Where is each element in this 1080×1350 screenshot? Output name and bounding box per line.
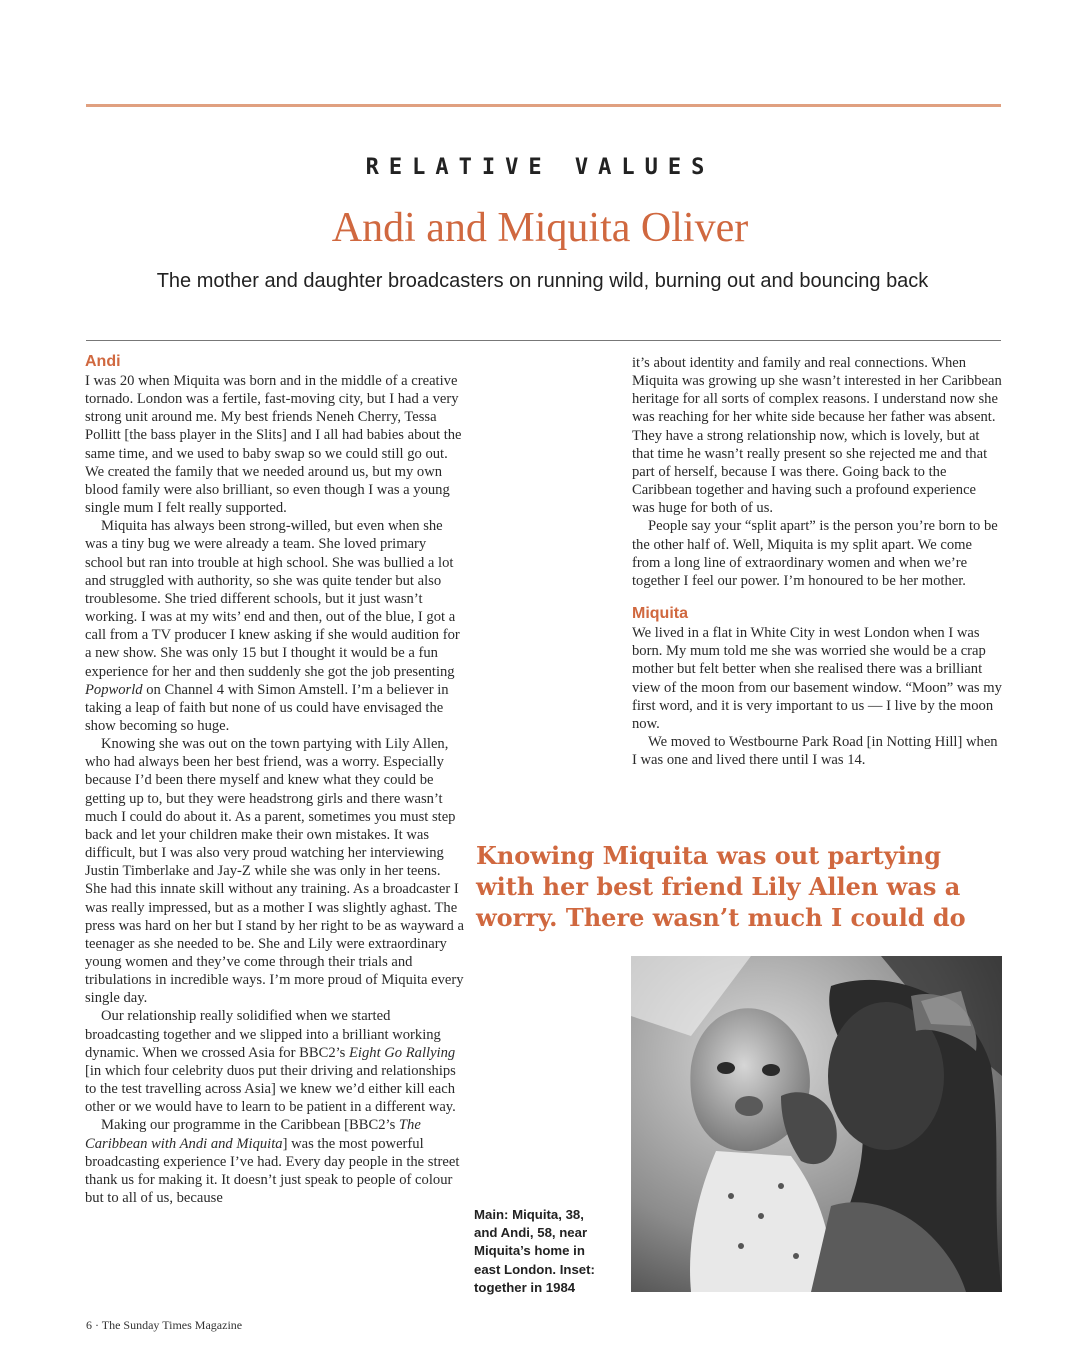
speaker-heading-andi: Andi	[85, 353, 121, 370]
andi-paragraph-4-text-a: Our relationship really solidified when we started broadcasting together and we slipped into a brilliant working dynamic. When we crossed Asia for BBC2’s	[85, 1008, 441, 1061]
header-divider	[86, 340, 1001, 341]
andi-paragraph-2-text-a: Miquita has always been strong-willed, but even when she was a tiny bug we were already a team. She loved primary school but ran into trouble at high school. She was bullied a lot and struggled with authority, so she was quite tender but also troublesome. She tried different schools, but it just wasn’t working. I was at my wits’ end and then, out of the blue, I got a call from a TV producer I knew asking if she would audition for a new show. She was only 15 but I thought it would be a fun experience for her and then suddenly she got the job presenting	[85, 518, 460, 680]
show-title-caribbean: The Caribbean with Andi and Miquita	[85, 1117, 421, 1152]
andi-paragraph-7: People say your “split apart” is the person you’re born to be the other half of. Well, Miquita is my split apart. We come from a long line of extraordinary women and when we’re together I feel our power. I’m honoured to be her mother.	[632, 518, 998, 589]
top-rule	[86, 104, 1001, 107]
body-column-right	[632, 354, 1002, 769]
andi-paragraph-4-text-b: [in which four celebrity duos put their driving and relationships to the test travelling across Asia] we knew we’d either kill each other or we would have to learn to be patient in a different way.	[85, 1062, 456, 1116]
andi-paragraph-3: Knowing she was out on the town partying with Lily Allen, who had always been her best friend, was a worry. Especially because I’d been there myself and knew what they could be getting up to, but they were headstrong girls and there wasn’t much I could do about it. As a parent, sometimes you must step back and let your children make their own mistakes. It was difficult, but I was also very proud watching her interviewing Justin Timberlake and Jay-Z while she was only in her teens. She had this innate skill without any training. As a broadcaster I was really impressed, but as a mother I was slightly aghast. The press was hard on her but I stand by her right to be as wayward a teenager as she needed to be. She and Lily were extraordinary young women and they’ve come through their trials and tribulations in incredible ways. I’m more proud of Miquita every single day.	[85, 736, 464, 1007]
miquita-paragraph-2: We moved to Westbourne Park Road [in Notting Hill] when I was one and lived there until I was 14.	[632, 733, 998, 769]
andi-paragraph-5-text-b: ] was the most powerful broadcasting experience I’ve had. Every day people in the street thank us for making it. It doesn’t just speak to people of colour but to all of us, because	[85, 1135, 460, 1207]
article-title: Andi and Miquita Oliver	[331, 205, 749, 251]
show-title-popworld: Popworld	[85, 681, 143, 698]
andi-paragraph-6: it’s about identity and family and real connections. When Miquita was growing up she wasn’t interested in her Caribbean heritage for all sorts of complex reasons. I understand now she was reaching for her white side because her father was absent. They have a strong relationship now, which is lovely, but at that time he wasn’t really present so she rejected me and that part of herself, because I was there. Going back to the Caribbean together and having such a profound experience was huge for both of us.	[632, 355, 1002, 517]
section-kicker: RELATIVE VALUES	[365, 155, 715, 180]
andi-paragraph-5	[85, 1116, 465, 1207]
andi-paragraph-2	[85, 517, 465, 735]
body-column-left	[85, 352, 465, 1207]
pull-quote: Knowing Miquita was out partying with her best friend Lily Allen was a worry. There wasn’t much I could do	[476, 841, 966, 932]
andi-paragraph-1: I was 20 when Miquita was born and in the middle of a creative tornado. London was a fertile, fast-moving city, but I had a very strong unit around me. My best friends Neneh Cherry, Tessa Pollitt [the bass player in the Slits] and I all had babies about the same time, and we used to baby swap so we could still go out. We created the family that we needed around us, but my own blood family were also brilliant, so even though I was a young single mum I felt really supported.	[85, 373, 462, 517]
photo-caption: Main: Miquita, 38, and Andi, 58, near Miquita’s home in east London. Inset: together in 1984	[474, 1207, 595, 1295]
mother-baby-photo	[631, 956, 1002, 1292]
andi-paragraph-2-text-b: on Channel 4 with Simon Amstell. I’m a believer in taking a leap of faith but none of us could have envisaged the show becoming so huge.	[85, 681, 449, 734]
article-standfirst: The mother and daughter broadcasters on running wild, burning out and bouncing back	[156, 270, 929, 292]
andi-paragraph-5-text-a: Making our programme in the Caribbean [BBC2’s	[101, 1117, 399, 1134]
miquita-paragraph-1: We lived in a flat in White City in west London when I was born. My mum told me she was worried she would be a crap mother but felt better when she realised there was a brilliant view of the moon from our basement window. “Moon” was my first word, and it is very important to us — I live by the moon now.	[632, 625, 1002, 732]
show-title-eight-go-rallying: Eight Go Rallying	[349, 1044, 456, 1061]
page-footer: 6 · The Sunday Times Magazine	[86, 1318, 243, 1332]
speaker-heading-miquita: Miquita	[632, 605, 688, 623]
andi-paragraph-4	[85, 1007, 465, 1116]
photo-illustration	[631, 956, 1002, 1292]
